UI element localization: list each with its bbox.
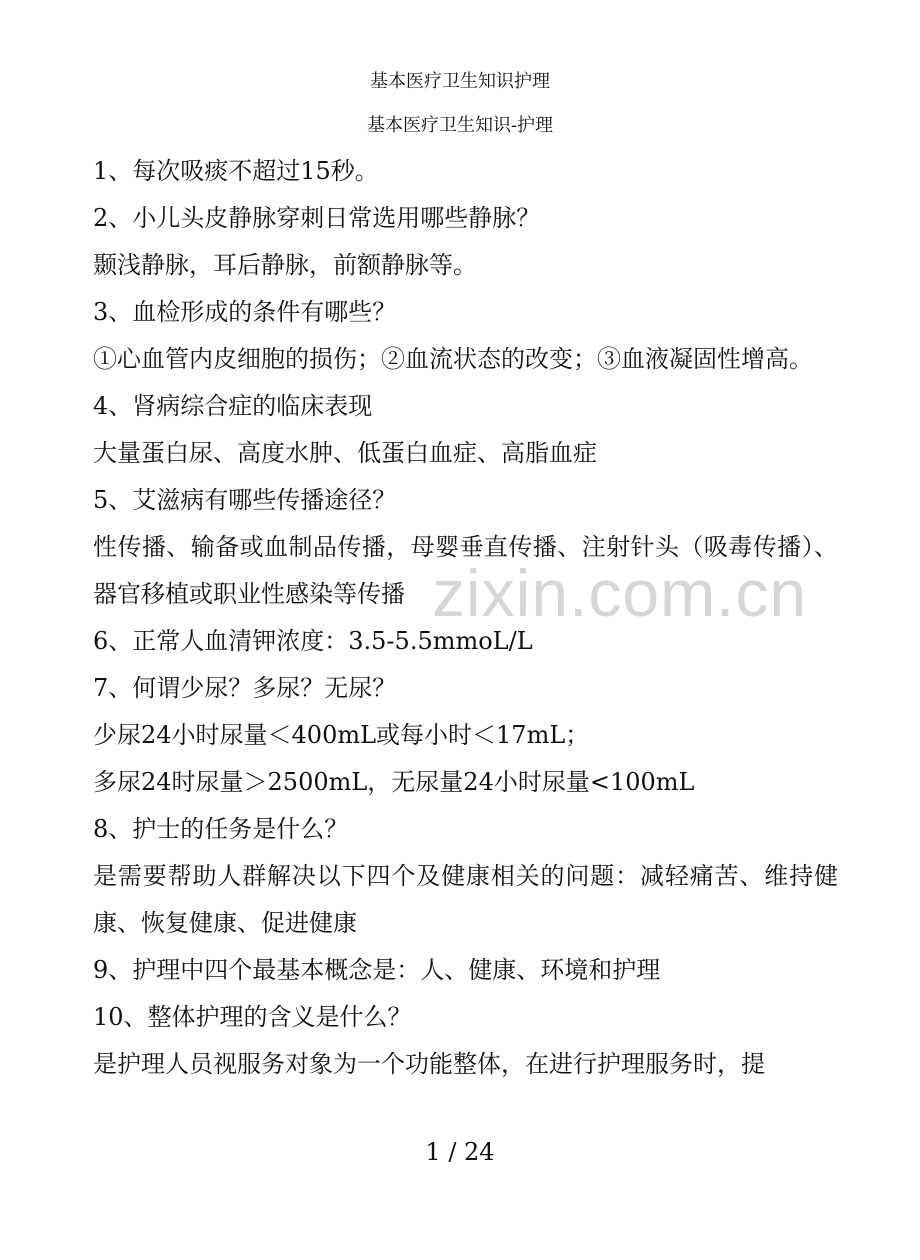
- line-q6: 6、正常人血清钾浓度：3.5-5.5mmoL/L: [93, 627, 533, 655]
- line-q9: 9、护理中四个最基本概念是：人、健康、环境和护理: [93, 956, 661, 984]
- watermark: zixin.com.cn: [432, 556, 808, 630]
- line-a7-oliguria: 少尿24小时尿量＜400mL或每小时＜17mL；: [93, 721, 590, 749]
- line-a10: 是护理人员视服务对象为一个功能整体，在进行护理服务时，提: [93, 1050, 765, 1078]
- line-q2: 2、小儿头皮静脉穿刺日常选用哪些静脉？: [93, 204, 541, 232]
- line-q1: 1、每次吸痰不超过15秒。: [93, 157, 379, 185]
- line-a5: 性传播、输备或血制品传播，母婴垂直传播、注射针头（吸毒传播）、器官移植或职业性感染等传播: [93, 533, 838, 608]
- line-a2: 颞浅静脉，耳后静脉，前额静脉等。: [93, 251, 477, 279]
- line-a3: ①心血管内皮细胞的损伤；②血流状态的改变；③血液凝固性增高。: [93, 345, 813, 373]
- document-body: [93, 148, 838, 1088]
- header-title: 基本医疗卫生知识护理: [370, 71, 550, 92]
- line-q4: 4、肾病综合症的临床表现: [93, 392, 373, 420]
- line-a8: 是需要帮助人群解决以下四个及健康相关的问题：减轻痛苦、维持健康、恢复健康、促进健康: [93, 862, 838, 937]
- line-q7: 7、何谓少尿？多尿？无尿？: [93, 674, 397, 702]
- document-subtitle: 基本医疗卫生知识-护理: [366, 115, 554, 136]
- line-q5: 5、艾滋病有哪些传播途径？: [93, 486, 397, 514]
- line-q8: 8、护士的任务是什么？: [93, 815, 349, 843]
- line-q10: 10、整体护理的含义是什么？: [93, 1003, 412, 1031]
- line-q3: 3、血检形成的条件有哪些？: [93, 298, 397, 326]
- page-number: 1 / 24: [425, 1138, 495, 1166]
- line-a7-polyuria: 多尿24时尿量＞2500mL，无尿量24小时尿量<100mL: [93, 768, 695, 796]
- line-a4: 大量蛋白尿、高度水肿、低蛋白血症、高脂血症: [93, 439, 597, 467]
